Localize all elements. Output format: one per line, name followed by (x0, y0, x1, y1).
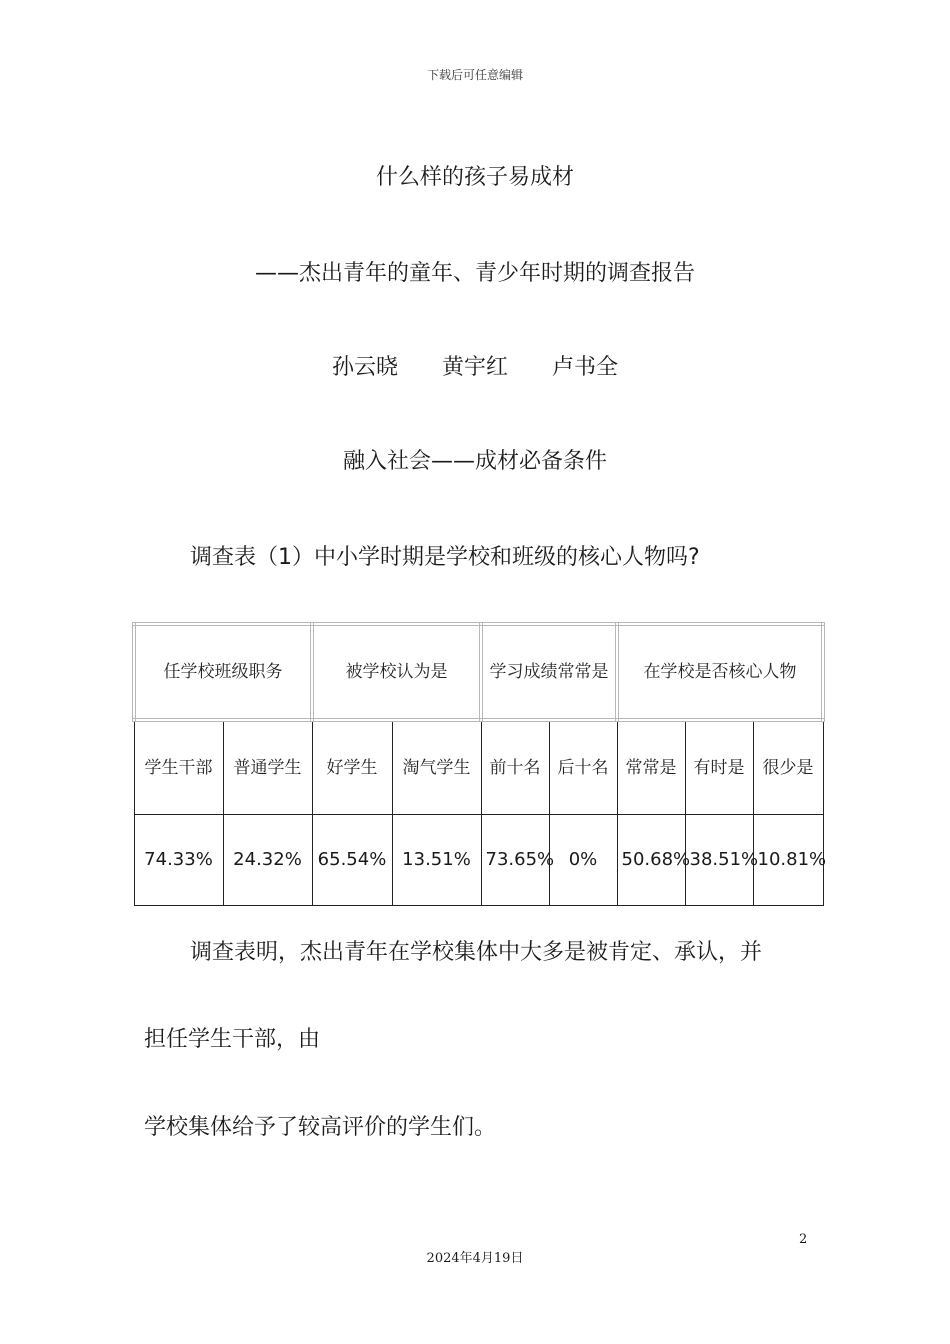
subheader-cell: 前十名 (481, 720, 549, 815)
group-header-cell: 在学校是否核心人物 (617, 624, 823, 720)
document-subtitle: ——杰出青年的童年、青少年时期的调查报告 (254, 261, 695, 286)
subheader-cell: 普通学生 (223, 720, 312, 815)
author-name: 孙云晓 (331, 355, 398, 380)
subheader-cell: 学生干部 (134, 720, 223, 815)
value-cell: 50.68% (617, 815, 685, 906)
author-name: 黄宇红 (441, 355, 508, 380)
value-cell: 73.65% (481, 815, 549, 906)
subheader-cell: 常常是 (617, 720, 685, 815)
subheader-cell: 有时是 (685, 720, 753, 815)
body-paragraph: 学校集体给予了较高评价的学生们。 (144, 1115, 497, 1140)
table-subheader-row (134, 720, 823, 815)
body-paragraph: 担任学生干部，由 (144, 1027, 321, 1052)
value-cell: 10.81% (753, 815, 823, 906)
value-cell: 74.33% (134, 815, 223, 906)
table-group-header-row (134, 624, 823, 720)
survey-table (132, 622, 825, 906)
page-number: 2 (799, 1232, 808, 1247)
subheader-cell: 淘气学生 (392, 720, 481, 815)
subheader-cell: 后十名 (549, 720, 617, 815)
table-caption: 调查表（1）中小学时期是学校和班级的核心人物吗? (190, 545, 700, 570)
body-paragraph: 调查表明，杰出青年在学校集体中大多是被肯定、承认，并 (190, 940, 763, 965)
group-header-cell: 任学校班级职务 (134, 624, 312, 720)
author-name: 卢书全 (552, 355, 619, 380)
value-cell: 0% (549, 815, 617, 906)
subheader-cell: 很少是 (753, 720, 823, 815)
value-cell: 24.32% (223, 815, 312, 906)
group-header-cell: 学习成绩常常是 (481, 624, 617, 720)
group-header-cell: 被学校认为是 (312, 624, 481, 720)
subheader-cell: 好学生 (312, 720, 392, 815)
document-title: 什么样的孩子易成材 (375, 165, 574, 190)
value-cell: 65.54% (312, 815, 392, 906)
value-cell: 13.51% (392, 815, 481, 906)
table-value-row (134, 815, 823, 906)
section-title: 融入社会——成材必备条件 (342, 449, 607, 474)
value-cell: 38.51% (685, 815, 753, 906)
author-list (0, 350, 950, 381)
footer-date: 2024年4月19日 (426, 1251, 524, 1266)
page-header: 下载后可任意编辑 (426, 68, 523, 82)
